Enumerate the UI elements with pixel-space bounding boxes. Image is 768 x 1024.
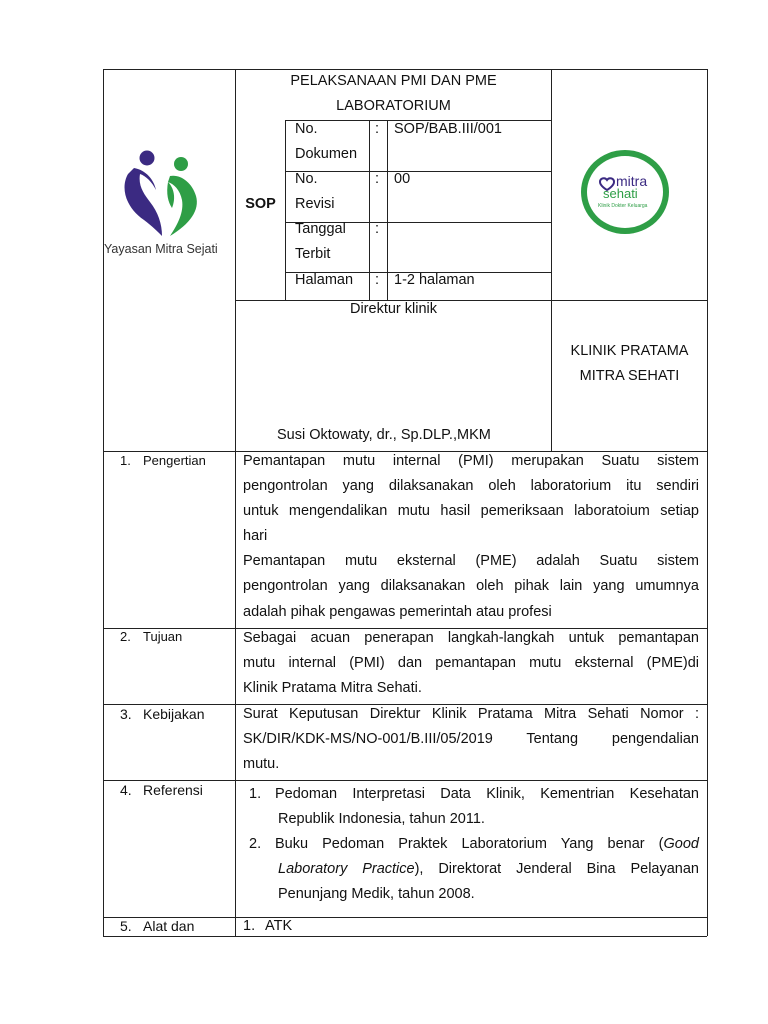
body-line: pengontrolan yang dilaksanakan oleh pihak lain yang umumnya (243, 578, 699, 594)
field-label-line: Halaman (295, 272, 354, 288)
body-line: Sebagai acuan penerapan langkah-langkah untuk pemantapan (243, 630, 699, 646)
mitra-logo-word: mitra (616, 173, 648, 189)
section-number: 2. (120, 629, 131, 644)
field-label-line: No. (295, 171, 318, 187)
section-label: Alat dan (143, 918, 195, 934)
director-name: Susi Oktowaty, dr., Sp.DLP.,MKM (277, 427, 491, 443)
reference-line: Penunjang Medik, tahun 2008. (278, 886, 475, 902)
director-title: Direktur klinik (349, 301, 437, 317)
section-number: 5. (120, 918, 132, 934)
yayasan-name: Yayasan Mitra Sejati (104, 242, 218, 256)
field-label-line: Terbit (295, 246, 331, 262)
sehati-logo-word: sehati (603, 186, 638, 201)
body-line: mutu internal (PMI) dan pemantapan mutu eksternal (PME)di (243, 655, 699, 671)
body-line: Klinik Pratama Mitra Sehati. (243, 680, 422, 696)
body-line: SK/DIR/KDK-MS/NO-001/B.III/05/2019 Tentang pengendalian (243, 731, 699, 747)
section-number: 3. (120, 706, 132, 722)
list-item: ATK (265, 918, 293, 934)
body-line: Pemantapan mutu eksternal (PME) adalah Suatu sistem (243, 553, 699, 569)
document-title-line-1: PELAKSANAAN PMI DAN PME (290, 73, 497, 89)
logo-tagline: Klinik Dokter Keluarga (598, 203, 648, 209)
field-value: 00 (394, 171, 411, 187)
reference-number: 2. (249, 836, 262, 852)
body-line: mutu. (243, 756, 280, 772)
body-line: pengontrolan yang dilaksanakan oleh laboratorium itu sendiri (243, 478, 699, 494)
body-line: adalah pihak pengawas pemerintah atau profesi (243, 604, 552, 620)
section-label: Kebijakan (143, 706, 205, 722)
field-colon: : (375, 272, 380, 288)
field-label-line: Tanggal (295, 221, 346, 237)
field-value: 1-2 halaman (394, 272, 475, 288)
section-label: Pengertian (143, 453, 206, 468)
clinic-name-line-2: MITRA SEHATI (579, 368, 680, 384)
field-colon: : (375, 221, 380, 237)
field-colon: : (375, 171, 380, 187)
body-line: hari (243, 528, 268, 544)
body-line: Pemantapan mutu internal (PMI) merupakan Suatu sistem (243, 453, 699, 469)
field-value: SOP/BAB.III/001 (394, 121, 502, 137)
field-label-line: Dokumen (295, 146, 358, 162)
list-number: 1. (243, 918, 256, 934)
field-label-line: No. (295, 121, 318, 137)
section-label: Tujuan (143, 629, 183, 644)
reference-line: Pedoman Interpretasi Data Klinik, Kementrian Kesehatan (275, 786, 699, 802)
sop-label: SOP (245, 196, 276, 212)
reference-line: Republik Indonesia, tahun 2011. (278, 811, 485, 827)
reference-number: 1. (249, 786, 262, 802)
section-number: 4. (120, 782, 132, 798)
clinic-name-line-1: KLINIK PRATAMA (570, 343, 689, 359)
field-colon: : (375, 121, 380, 137)
field-label-line: Revisi (295, 196, 335, 212)
body-line: Surat Keputusan Direktur Klinik Pratama Mitra Sehati Nomor : (243, 706, 699, 722)
section-number: 1. (120, 453, 131, 468)
document-title-line-2: LABORATORIUM (336, 98, 451, 114)
reference-line: Buku Pedoman Praktek Laboratorium Yang benar (Good (275, 836, 699, 852)
section-label: Referensi (143, 782, 203, 798)
reference-line: Laboratory Practice), Direktorat Jenderal Bina Pelayanan (278, 861, 699, 877)
body-line: untuk mengendalikan mutu hasil pemeriksaan laboratoium setiap (243, 503, 699, 519)
yayasan-figures-icon (118, 146, 208, 238)
